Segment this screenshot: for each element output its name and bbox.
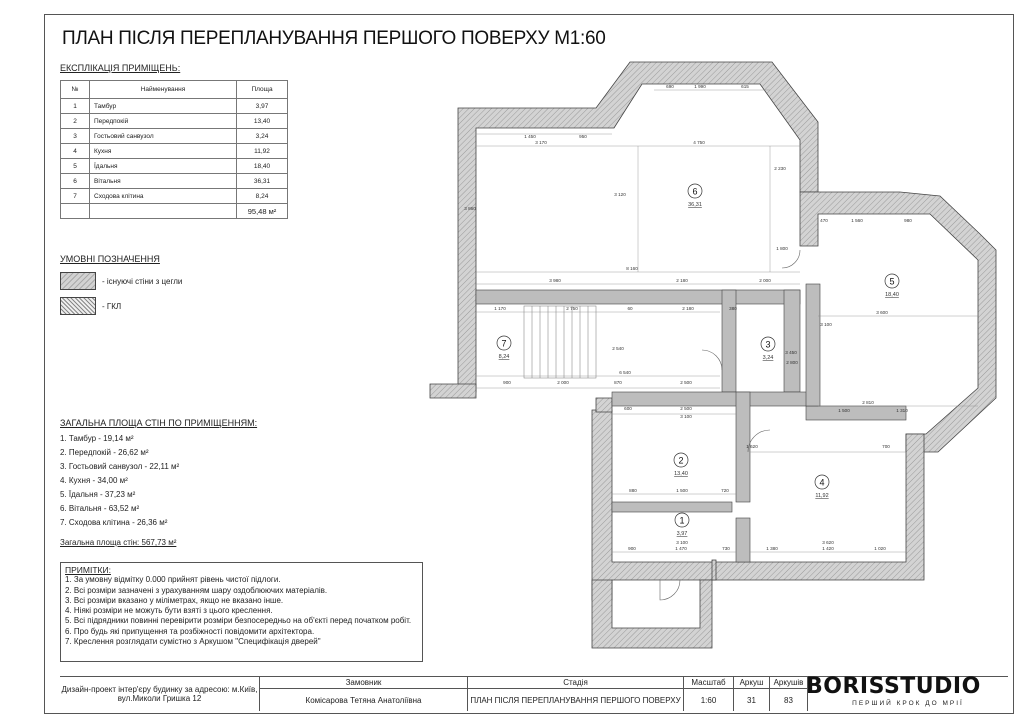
room-area: 11,92 <box>815 493 829 499</box>
dimension-label: 690 <box>666 84 674 89</box>
stamp-client-header: Замовник <box>260 677 468 689</box>
dimension-label: 3 620 <box>822 540 834 545</box>
room-number: 5 <box>889 276 895 287</box>
total-area: 95,48 м² <box>237 204 288 219</box>
room-no: 3 <box>61 129 90 144</box>
drawing-title: ПЛАН ПІСЛЯ ПЕРЕПЛАНУВАННЯ ПЕРШОГО ПОВЕРХУ М1:60 <box>62 28 606 49</box>
dimension-label: 900 <box>628 546 636 551</box>
room-no: 1 <box>61 99 90 114</box>
stamp-client: Комісарова Тетяна Анатоліївна <box>260 689 468 711</box>
dimension-label: 60 <box>627 306 633 311</box>
dimension-label: 3 100 <box>680 414 692 419</box>
dimension-label: 1 470 <box>675 546 687 551</box>
dimension-label: 720 <box>721 488 729 493</box>
list-item: 3. Гостьовий санвузол - 22,11 м² <box>60 462 180 471</box>
dimension-label: 1 990 <box>694 84 706 89</box>
col-no-header: № <box>61 81 90 99</box>
dimension-label: 2 500 <box>680 406 692 411</box>
explication-heading: ЕКСПЛІКАЦІЯ ПРИМІЩЕНЬ: <box>60 63 181 73</box>
room-marker-4 <box>815 475 829 499</box>
stairs <box>524 306 596 378</box>
room-name: Сходова клітина <box>90 189 237 204</box>
dimension-label: 1 380 <box>766 546 778 551</box>
dimension-label: 3 600 <box>876 310 888 315</box>
dimension-label: 2 180 <box>676 278 688 283</box>
dimension-label: 3 100 <box>820 322 832 327</box>
dimension-label: 2 000 <box>557 380 569 385</box>
interior-walls <box>476 284 906 562</box>
list-item: 6. Вітальня - 63,52 м² <box>60 504 140 513</box>
stamp-sheets-header: Аркушів <box>770 677 808 689</box>
stamp-stage: ПЛАН ПІСЛЯ ПЕРЕПЛАНУВАННЯ ПЕРШОГО ПОВЕРХУ <box>468 689 684 711</box>
dimension-label: 900 <box>503 380 511 385</box>
dimension-label: 600 <box>624 406 632 411</box>
dimension-label: 1 800 <box>776 246 788 251</box>
room-name: Кухня <box>90 144 237 159</box>
dimension-label: 4 750 <box>693 140 705 145</box>
dimension-label: 2 230 <box>774 166 786 171</box>
dimension-label: 2 000 <box>759 278 771 283</box>
legend-brick-label: - існуючі стіни з цегли <box>102 276 183 286</box>
room-name: Тамбур <box>90 99 237 114</box>
dimension-label: 2 500 <box>680 380 692 385</box>
room-area: 36,31 <box>688 202 702 208</box>
room-area: 13,40 <box>237 114 288 129</box>
dimension-label: 470 <box>820 218 828 223</box>
list-item: 4. Кухня - 34,00 м² <box>60 476 128 485</box>
dimension-label: 2 180 <box>682 306 694 311</box>
dimension-label: 1 560 <box>851 218 863 223</box>
legend-heading: УМОВНІ ПОЗНАЧЕННЯ <box>60 254 160 264</box>
room-area: 18,40 <box>237 159 288 174</box>
dimension-label: 3 860 <box>464 206 476 211</box>
room-area: 3,97 <box>237 99 288 114</box>
room-name: Гостьовий санвузол <box>90 129 237 144</box>
room-area: 18,40 <box>885 292 899 298</box>
stamp-project: Дизайн-проект інтер'єру будинку за адресою: м.Київ, вул.Миколи Гришка 12 <box>60 677 260 711</box>
dimension-label: 870 <box>614 380 622 385</box>
room-area: 36,31 <box>237 174 288 189</box>
dimension-label: 1 450 <box>524 134 536 139</box>
room-marker-7 <box>497 336 511 360</box>
room-area: 13,40 <box>674 471 688 477</box>
room-number: 3 <box>765 339 771 350</box>
stamp-scale-header: Масштаб <box>684 677 734 689</box>
room-number: 4 <box>819 477 825 488</box>
walls-area-heading: ЗАГАЛЬНА ПЛОЩА СТІН ПО ПРИМІЩЕННЯМ: <box>60 418 258 428</box>
dimension-label: 1 310 <box>896 408 908 413</box>
room-area: 3,97 <box>676 531 688 537</box>
dimension-labels <box>464 84 912 551</box>
dimension-label: 1 620 <box>746 444 758 449</box>
legend-gkl-label: - ГКЛ <box>102 301 122 311</box>
stamp-stage-header: Стадія <box>468 677 684 689</box>
dimension-label: 2 810 <box>862 400 874 405</box>
room-markers <box>497 184 899 537</box>
dimension-label: 3 450 <box>785 350 797 355</box>
dimension-label: 980 <box>904 218 912 223</box>
room-marker-3 <box>761 337 775 361</box>
dimension-label: 1 500 <box>838 408 850 413</box>
col-area-header: Площа <box>237 81 288 99</box>
exterior-walls <box>430 62 996 648</box>
room-number: 6 <box>692 186 698 197</box>
dimension-label: 6 540 <box>619 370 631 375</box>
room-number: 7 <box>501 338 507 349</box>
list-item: 5. Їдальня - 37,23 м² <box>60 490 136 499</box>
walls-area-total: Загальна площа стін: 567,73 м² <box>60 538 177 547</box>
note-item: 5. Всі підрядники повинні перевірити розміри безпосередньо на об'єкті перед початком робіт. <box>65 616 412 626</box>
dimension-label: 3 120 <box>614 192 626 197</box>
dimension-label: 1 500 <box>676 488 688 493</box>
dimension-label: 2 540 <box>612 346 624 351</box>
note-item: 6. Про будь які припущення та розбіжності повідомити архітектора. <box>65 626 315 636</box>
room-number: 2 <box>678 455 684 466</box>
room-area: 3,24 <box>237 129 288 144</box>
col-name-header: Найменування <box>90 81 237 99</box>
room-no: 4 <box>61 144 90 159</box>
room-name: Вітальня <box>90 174 237 189</box>
brand-name: BORISSTUDIO <box>806 674 981 699</box>
room-name: Передпокій <box>90 114 237 129</box>
dimension-label: 1 020 <box>874 546 886 551</box>
room-area: 3,24 <box>762 355 774 361</box>
dimension-label: 3 100 <box>676 540 688 545</box>
dimension-label: 8 160 <box>626 266 638 271</box>
dimension-label: 880 <box>629 488 637 493</box>
room-name: Їдальня <box>90 159 237 174</box>
list-item: 2. Передпокій - 26,62 м² <box>60 448 149 457</box>
dimension-label: 615 <box>741 84 749 89</box>
stamp-sheets: 83 <box>770 689 808 711</box>
dimension-label: 950 <box>579 134 587 139</box>
dimension-label: 1 420 <box>822 546 834 551</box>
note-item: 1. За умовну відмітку 0.000 прийнят рівень чистої підлоги. <box>65 575 281 585</box>
note-item: 4. Ніякі розміри не можуть бути взяті з цього креслення. <box>65 606 273 616</box>
dimension-label: 1 170 <box>494 306 506 311</box>
room-no: 6 <box>61 174 90 189</box>
dimension-label: 3 170 <box>535 140 547 145</box>
dimension-label: 380 <box>729 306 737 311</box>
list-item: 1. Тамбур - 19,14 м² <box>60 434 134 443</box>
notes-heading: ПРИМІТКИ: <box>65 565 111 575</box>
dimension-label: 700 <box>882 444 890 449</box>
brand-slogan: ПЕРШИЙ КРОК ДО МРІЇ <box>852 700 964 707</box>
note-item: 2. Всі розміри зазначені з урахуванням шару оздоблюючих матеріалів. <box>65 585 328 595</box>
note-item: 3. Всі розміри вказано у міліметрах, якщо не вказано інше. <box>65 595 284 605</box>
stamp-sheet: 31 <box>734 689 770 711</box>
dimension-label: 2 800 <box>786 360 798 365</box>
dimension-label: 3 980 <box>549 278 561 283</box>
stamp-sheet-header: Аркуш <box>734 677 770 689</box>
room-no: 7 <box>61 189 90 204</box>
note-item: 7. Креслення розглядати сумістно з Аркушом "Специфікація дверей" <box>65 637 321 647</box>
dimension-label: 2 750 <box>566 306 578 311</box>
room-no: 2 <box>61 114 90 129</box>
room-marker-1 <box>675 513 689 537</box>
dimension-label: 730 <box>722 546 730 551</box>
room-area: 11,92 <box>237 144 288 159</box>
room-marker-5 <box>885 274 899 298</box>
stamp-scale: 1:60 <box>684 689 734 711</box>
room-area: 8,24 <box>237 189 288 204</box>
room-area: 8,24 <box>498 354 510 360</box>
room-marker-6 <box>688 184 702 208</box>
room-no: 5 <box>61 159 90 174</box>
room-number: 1 <box>679 515 685 526</box>
brand-logo <box>806 675 1010 711</box>
room-marker-2 <box>674 453 688 477</box>
list-item: 7. Сходова клітина - 26,36 м² <box>60 518 168 527</box>
